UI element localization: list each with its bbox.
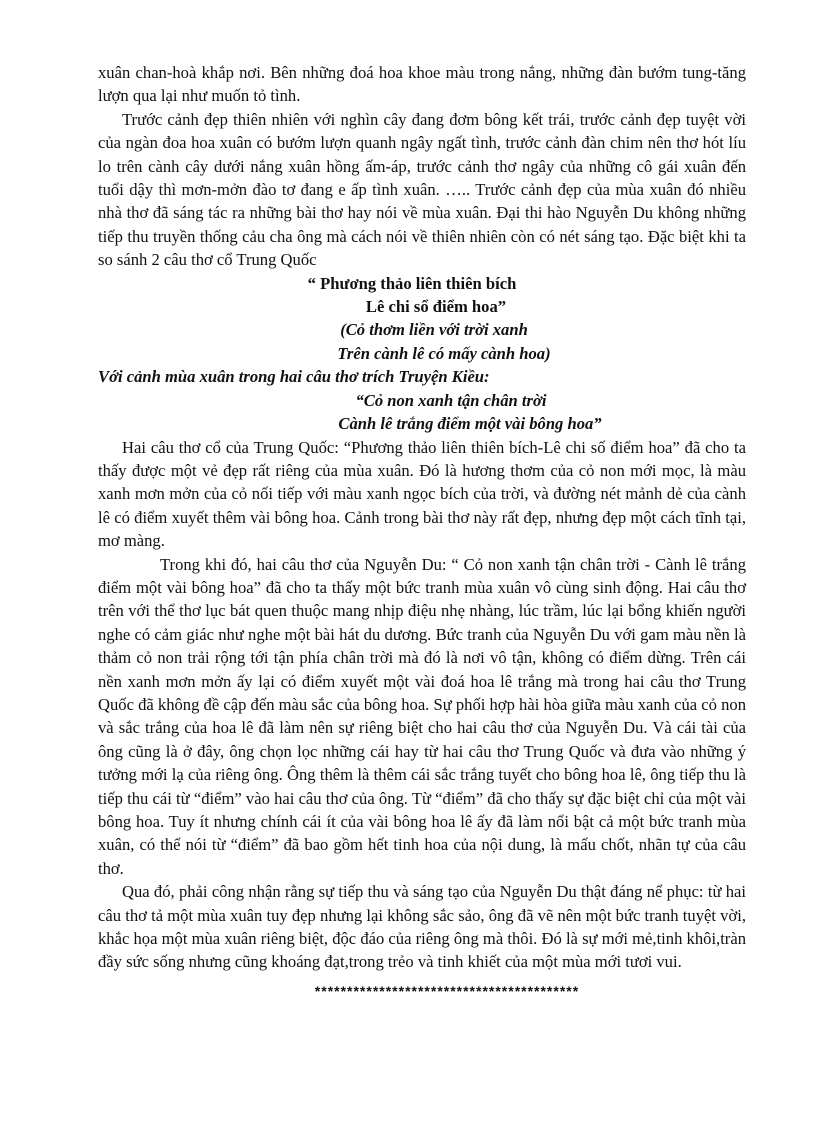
separator-stars: ***************************************** [314, 982, 580, 999]
poem-translation-line-2: Trên cành lê có mấy cành hoa) [337, 343, 551, 363]
poem-kieu-line-2: Cành lê trắng điểm một vài bông hoa” [338, 414, 602, 434]
paragraph-nguyen-du-analysis: Trong khi đó, hai câu thơ của Nguyễn Du: “ Cỏ non xanh tận chân trời - Cành lê trắng điểm một vài bông hoa” đã cho ta thấy một bức tranh mùa xuân vô cùng sinh động. Hai câu thơ trên với thể thơ lục bát quen thuộc mang nhịp điệu nhẹ nhàng, lúc trầm, lúc lại bổng khiến người nghe có cảm giác như nghe một bài hát du dương. Bức tranh của Nguyễn Du với gam màu nền là thảm cỏ non trải rộng tới tận phía chân trời mà đó là nơi vô tận, không có điểm dừng. Trên cái nền xanh mơn mởn ấy lại có điểm xuyết một vài đoá hoa lê trắng mà trong hai câu thơ Trung Quốc đã không đề cập đến màu sắc của bông hoa. Sự phối hợp hài hòa giữa màu xanh của cỏ non và sắc trắng của hoa lê đã làm nên sự riêng biệt cho hai câu thơ của Nguyễn Du. Và cái tài của ông cũng là ở đây, ông chọn lọc những cái hay từ hai câu thơ Trung Quốc và đưa vào những ý tưởng mới lạ của riêng ông. Ông thêm là thêm cái sắc trắng tuyết cho bông hoa lê, ông tiếp thu là tiếp thu cái từ “điểm” vào hai câu thơ của ông. Từ “điểm” đã cho thấy sự đặc biệt chỉ của một vài bông hoa. Tuy ít nhưng chính cái ít của vài bông hoa lê ấy đã làm nổi bật cả một bức tranh mùa xuân, có thể nói từ “điểm” đã bao gồm hết tinh hoa của nội dung, là mấu chốt, nhãn tự của câu thơ. [98, 554, 746, 878]
paragraph-opening: xuân chan-hoà khắp nơi. Bên những đoá hoa khoe màu trong nắng, những đàn bướm tung-tăng lượn qua lại như muốn tỏ tình. [98, 63, 746, 106]
paragraph-chinese-analysis: Hai câu thơ cổ của Trung Quốc: “Phương thảo liên thiên bích-Lê chi số điểm hoa” đã cho ta thấy được một vẻ đẹp rất riêng của mùa xuân. Đó là hương thơm của cỏ non mới mọc, là màu xanh mơn mởn của cỏ nối tiếp với màu xanh ngọc bích của trời, và đường nét mảnh dẻ của cành lê có điểm xuyết thêm vài bông hoa. Cảnh trong bài thơ này rất đẹp, nhưng đẹp một cách tĩnh tại, mơ màng. [98, 437, 746, 551]
poem-kieu-intro: Với cảnh mùa xuân trong hai câu thơ trích Truyện Kiều: [98, 367, 490, 387]
poem-chinese-line-1: “ Phương thảo liên thiên bích [307, 273, 517, 293]
paragraph-conclusion: Qua đó, phải công nhận rằng sự tiếp thu và sáng tạo của Nguyễn Du thật đáng nể phục: từ hai câu thơ tả một mùa xuân tuy đẹp nhưng lại không sắc sảo, ông đã vẽ nên một bức tranh tuyệt vời, khắc họa một mùa xuân riêng biệt, độc đáo của riêng ông mà thôi. Đó là sự mới mẻ,tinh khôi,tràn đầy sức sống nhưng cũng khoáng đạt,trong trẻo và tinh khiết của một mùa mới tươi vui. [98, 882, 746, 972]
poem-chinese [98, 272, 746, 366]
paragraph-intro: Trước cảnh đẹp thiên nhiên với nghìn cây đang đơm bông kết trái, trước cảnh đẹp tuyệt vời của ngàn đoa hoa xuân có bướm lượn quanh ngây ngất tình, trước cảnh đàn chim nên thơ hót líu lo trên cành cây dưới nắng xuân hồng ấm-áp, trước cảnh thơ ngây của những cô gái xuân đến tuổi dậy thì mơn-mởn đào tơ đang e ấp tình xuân. ….. Trước cảnh đẹp của mùa xuân đó nhiều nhà thơ đã sáng tác ra những bài thơ hay nói về mùa xuân. Đại thi hào Nguyễn Du không những tiếp thu truyền thống cảu cha ông mà cách nói về thiên nhiên còn có nét sáng tạo. Đặc biệt khi ta so sánh 2 câu thơ cổ Trung Quốc [98, 109, 746, 270]
poem-kieu [98, 389, 746, 436]
poem-translation-line-1: (Cỏ thơm liền với trời xanh [340, 320, 528, 340]
document-page [98, 61, 746, 1003]
poem-kieu-line-1: “Cỏ non xanh tận chân trời [355, 390, 547, 410]
poem-chinese-line-2: Lê chi sổ điểm hoa” [365, 297, 507, 317]
